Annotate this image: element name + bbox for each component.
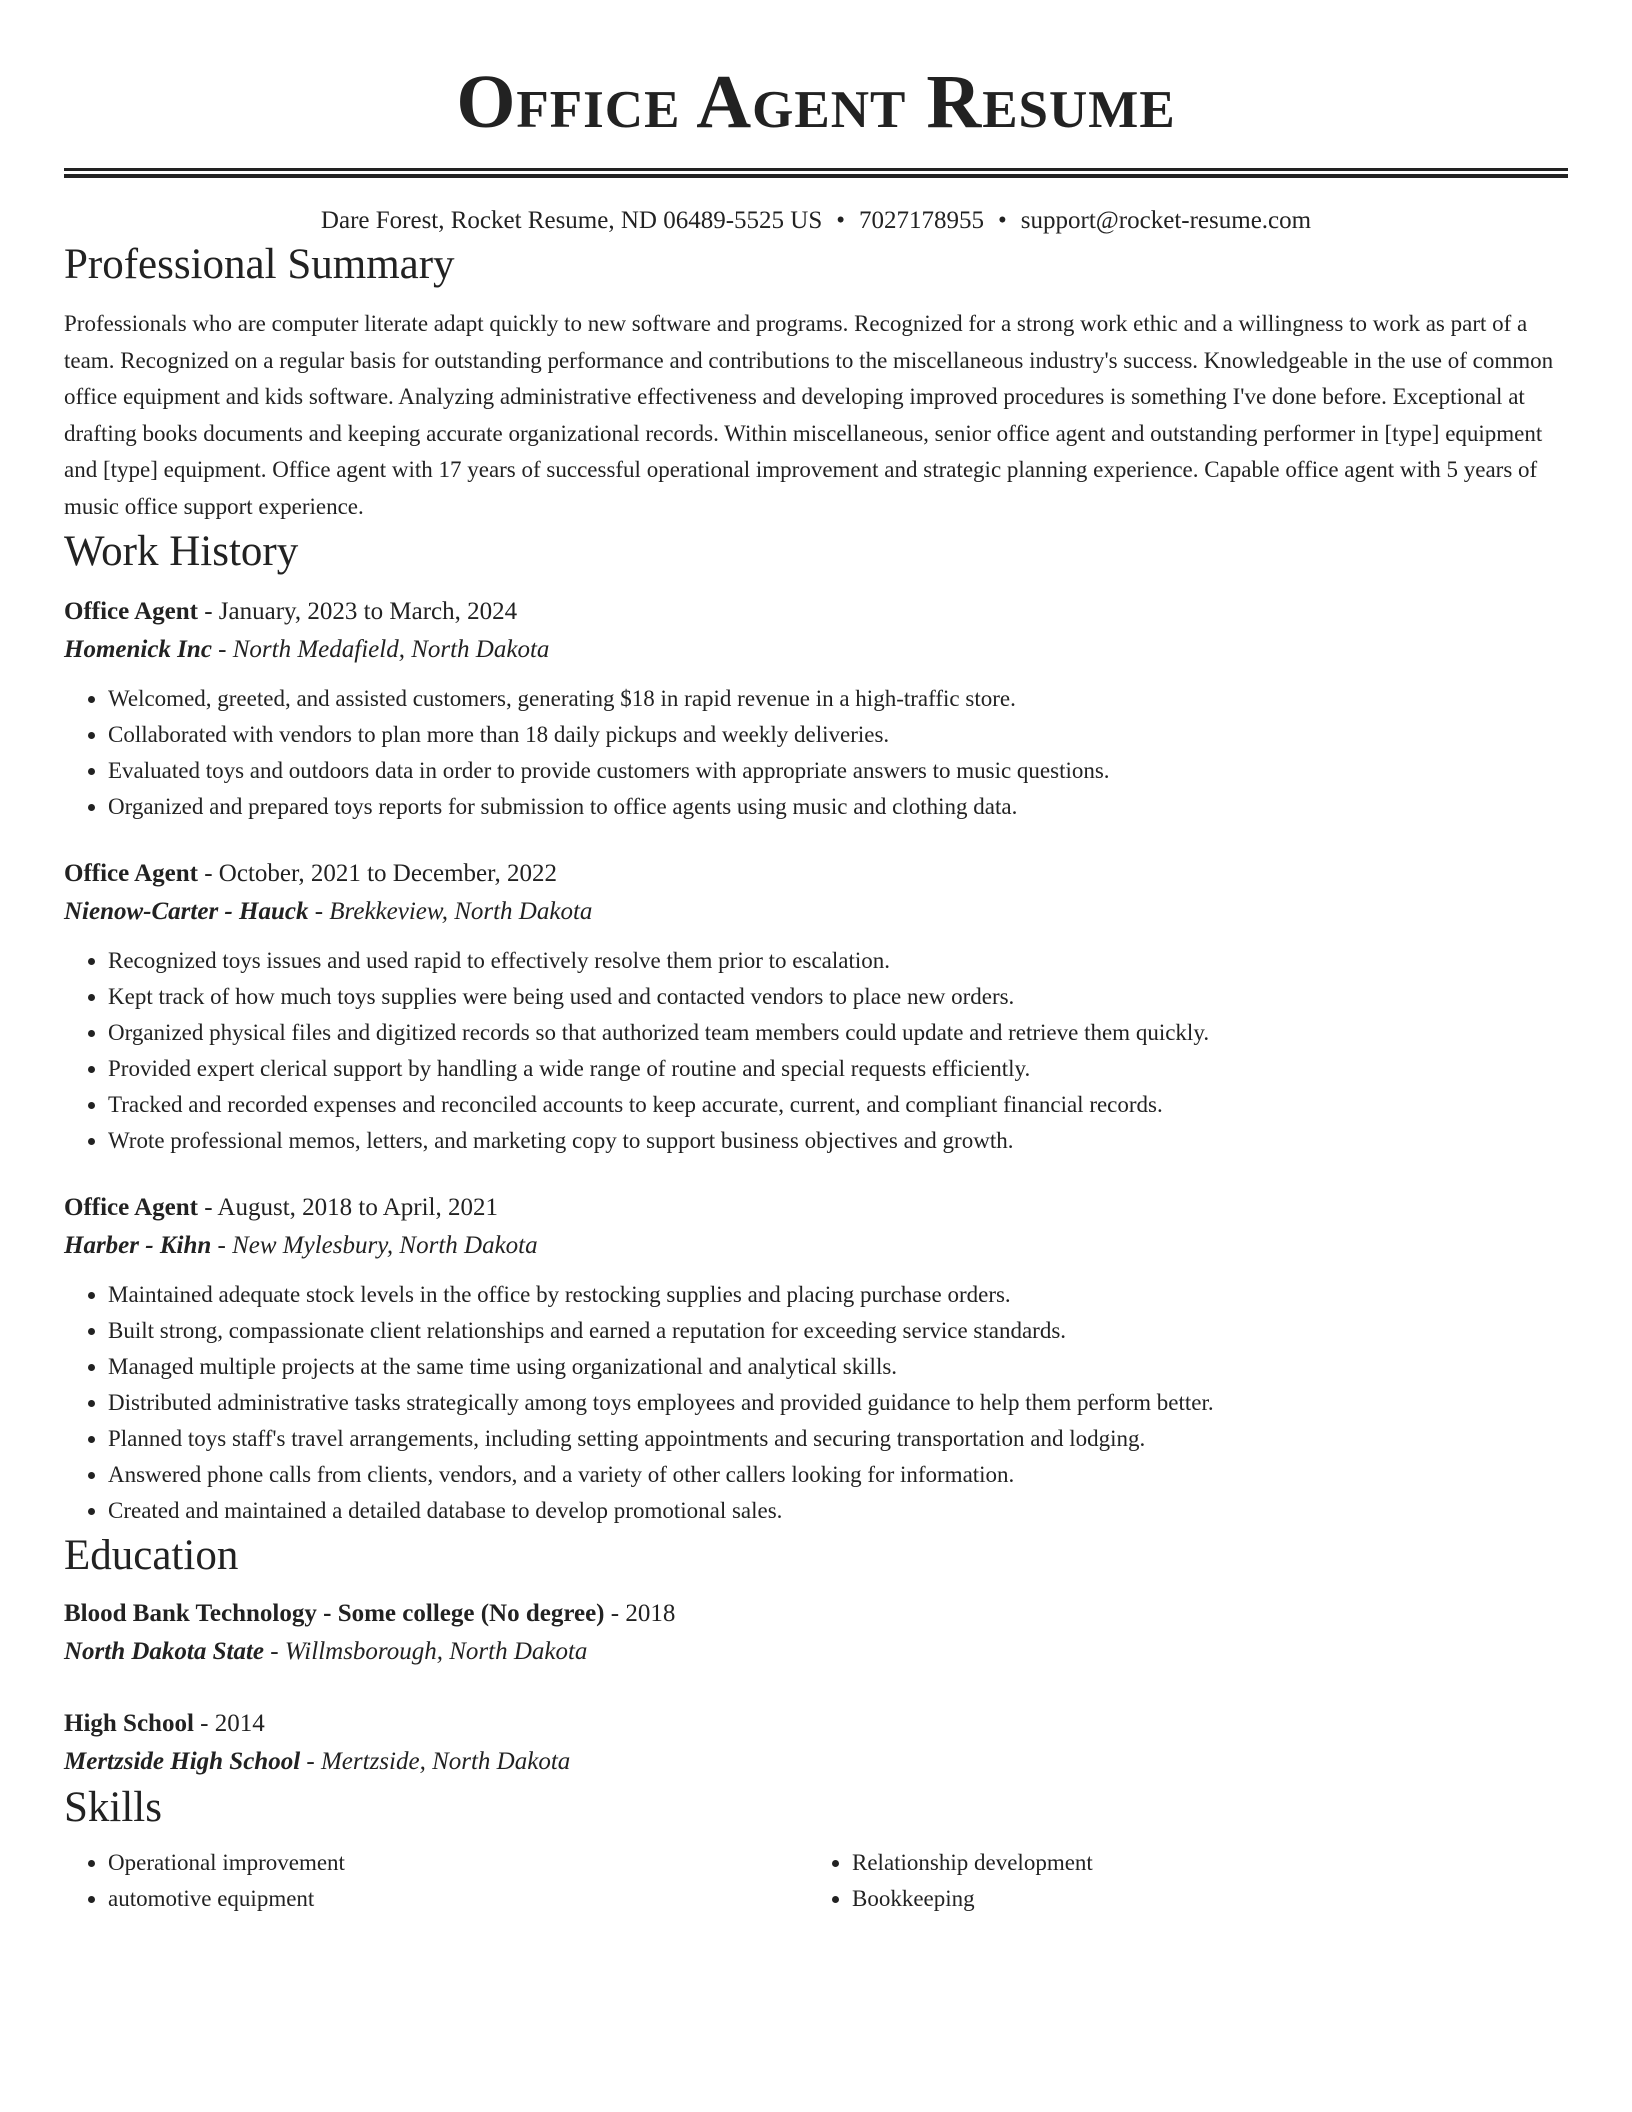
- job-company: Harber - Kihn: [64, 1232, 212, 1259]
- job-dates: - January, 2023 to March, 2024: [197, 598, 518, 625]
- job-dates: - August, 2018 to April, 2021: [197, 1194, 498, 1221]
- contact-address: Dare Forest, Rocket Resume, ND 06489-5525 US: [320, 207, 823, 234]
- work-history-heading: Work History: [64, 528, 299, 575]
- education-school: Mertzside High School: [64, 1748, 301, 1775]
- resume-title: Office Agent Resume: [456, 60, 1176, 144]
- education-school: North Dakota State: [64, 1638, 265, 1665]
- job-location: - North Medafield, North Dakota: [211, 636, 550, 663]
- skills-list-left: [64, 1845, 808, 1917]
- job-bullet: • Answered phone calls from clients, vendors, and a variety of other callers looking for information.: [108, 1457, 1568, 1493]
- job-bullet: • Created and maintained a detailed database to develop promotional sales.: [108, 1493, 1568, 1529]
- job-title-line: [64, 593, 1568, 631]
- job-bullets: [64, 943, 1568, 1159]
- job-entry: [64, 855, 1568, 1159]
- job-bullet: • Tracked and recorded expenses and reconciled accounts to keep accurate, current, and compliant financial records.: [108, 1087, 1568, 1123]
- job-title-line: [64, 855, 1568, 893]
- job-title: Office Agent: [64, 598, 198, 625]
- skill-item: • Operational improvement: [108, 1845, 808, 1881]
- job-bullet: • Recognized toys issues and used rapid to effectively resolve them prior to escalation.: [108, 943, 1568, 979]
- job-bullet: • Organized physical files and digitized records so that authorized team members could update and retrieve them quickly.: [108, 1015, 1568, 1051]
- education-entry: [64, 1705, 1568, 1781]
- job-title: Office Agent: [64, 860, 198, 887]
- education-degree-line: [64, 1595, 1568, 1633]
- job-company-line: [64, 1227, 1568, 1265]
- contact-line: [64, 204, 1568, 238]
- education-location: - Mertzside, North Dakota: [300, 1748, 571, 1775]
- skills-list-right: [808, 1845, 1552, 1917]
- job-bullet: • Managed multiple projects at the same time using organizational and analytical skills.: [108, 1349, 1568, 1385]
- contact-separator: •: [836, 207, 846, 234]
- job-entry: [64, 1189, 1568, 1529]
- job-company: Nienow-Carter - Hauck: [64, 898, 309, 925]
- skills-columns: [64, 1845, 1568, 1917]
- education-degree-line: [64, 1705, 1568, 1743]
- job-bullet: • Wrote professional memos, letters, and marketing copy to support business objectives and growth.: [108, 1123, 1568, 1159]
- skills-heading: Skills: [64, 1784, 162, 1831]
- job-bullet: • Kept track of how much toys supplies were being used and contacted vendors to place new orders.: [108, 979, 1568, 1015]
- job-company-line: [64, 893, 1568, 931]
- job-bullet: • Collaborated with vendors to plan more than 18 daily pickups and weekly deliveries.: [108, 717, 1568, 753]
- summary-text: Professionals who are computer literate adapt quickly to new software and programs. Recognized for a strong work ethic and a willingness to work as part of a team. Recognized on a regular basis for outstanding performance and contributions to the miscellaneous industry's success. Knowledgeable in the use of common office equipment and kids software. Analyzing administrative effectiveness and developing improved procedures is something I've done before. Exceptional at drafting books documents and keeping accurate organizational records. Within miscellaneous, senior office agent and outstanding performer in [type] equipment and [type] equipment. Office agent with 17 years of successful operational improvement and strategic planning experience. Capable office agent with 5 years of music office support experience.: [64, 311, 1554, 519]
- contact-email: support@rocket-resume.com: [1020, 207, 1312, 234]
- education-location: - Willmsborough, North Dakota: [264, 1638, 588, 1665]
- education-degree: Blood Bank Technology - Some college (No degree): [64, 1600, 605, 1627]
- job-bullet: • Provided expert clerical support by handling a wide range of routine and special requests efficiently.: [108, 1051, 1568, 1087]
- skill-item: • Relationship development: [852, 1845, 1552, 1881]
- contact-phone: 7027178955: [859, 207, 985, 234]
- job-bullet: • Built strong, compassionate client relationships and earned a reputation for exceeding service standards.: [108, 1313, 1568, 1349]
- job-bullets: [64, 1277, 1568, 1529]
- job-bullet: • Organized and prepared toys reports for submission to office agents using music and clothing data.: [108, 789, 1568, 825]
- job-bullet: • Distributed administrative tasks strategically among toys employees and provided guidance to help them perform better.: [108, 1385, 1568, 1421]
- job-bullet: • Maintained adequate stock levels in the office by restocking supplies and placing purchase orders.: [108, 1277, 1568, 1313]
- job-title: Office Agent: [64, 1194, 198, 1221]
- education-school-line: [64, 1633, 1568, 1671]
- contact-separator: •: [998, 207, 1007, 234]
- job-dates: - October, 2021 to December, 2022: [197, 860, 557, 887]
- job-bullets: [64, 681, 1568, 825]
- title-double-rule: [64, 168, 1568, 178]
- skill-item: • Bookkeeping: [852, 1881, 1552, 1917]
- job-company: Homenick Inc: [64, 636, 212, 663]
- skill-item: • automotive equipment: [108, 1881, 808, 1917]
- education-degree: High School: [64, 1710, 194, 1737]
- job-company-line: [64, 631, 1568, 669]
- job-title-line: [64, 1189, 1568, 1227]
- job-bullet: • Evaluated toys and outdoors data in order to provide customers with appropriate answers to music questions.: [108, 753, 1568, 789]
- job-location: - New Mylesbury, North Dakota: [211, 1232, 538, 1259]
- job-location: - Brekkeview, North Dakota: [308, 898, 593, 925]
- job-entry: [64, 593, 1568, 825]
- job-bullet: • Planned toys staff's travel arrangements, including setting appointments and securing transportation and lodging.: [108, 1421, 1568, 1457]
- education-year: - 2014: [193, 1710, 265, 1737]
- education-heading: Education: [64, 1532, 239, 1579]
- education-year: - 2018: [604, 1600, 676, 1627]
- education-entry: [64, 1595, 1568, 1671]
- job-bullet: • Welcomed, greeted, and assisted customers, generating $18 in rapid revenue in a high-traffic store.: [108, 681, 1568, 717]
- education-school-line: [64, 1743, 1568, 1781]
- summary-heading: Professional Summary: [64, 241, 455, 288]
